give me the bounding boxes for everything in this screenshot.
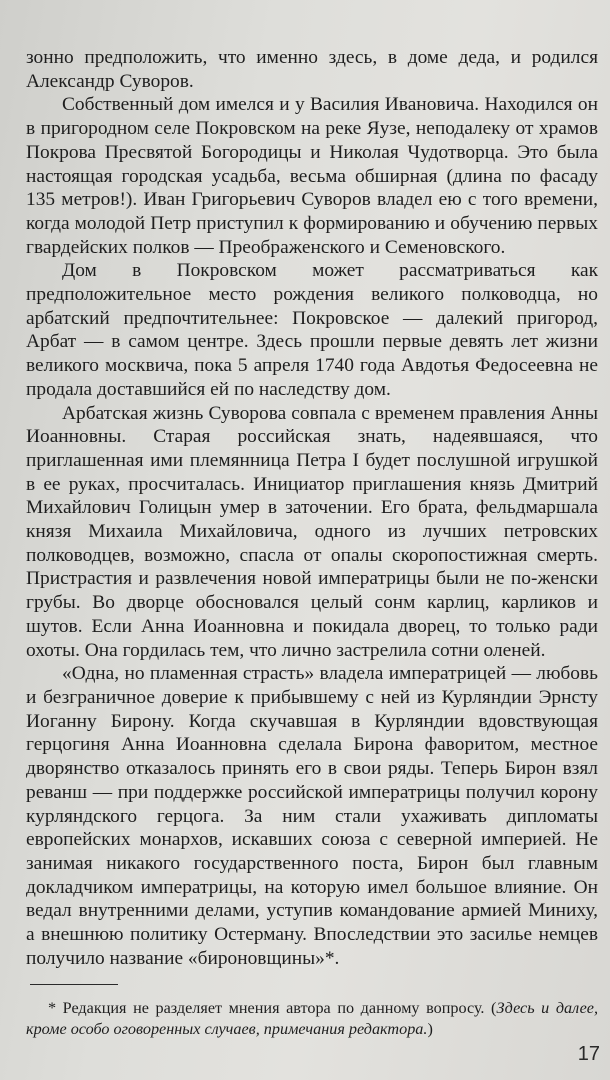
paragraph-continuation: зонно предположить, что именно здесь, в доме деда, и родился Александр Суворов. [26,47,598,92]
page-number: 17 [577,1043,600,1065]
footnote-text: Редакция не разделяет мнения автора по данному вопросу. ( [62,999,497,1017]
book-page [26,46,598,1046]
footnote [26,998,598,1040]
footnote-close: ) [427,1020,433,1038]
footnote-marker: * [48,999,63,1017]
paragraph: Дом в Покровском может рассматриваться как предположительное место рождения великого полководца, но арбатский предпочтительнее: Покровское — далекий пригород, Арбат — в самом центре. Здесь прошли первые девять лет жизни великого москвича, пока 5 апреля 1740 года Авдотья Федосеевна не продала доставшийся ей по наследству дом. [26,260,598,400]
paragraph: Арбатская жизнь Суворова совпала с временем правления Анны Иоанновны. Старая российская знать, надеявшаяся, что приглашенная ими племянница Петра I будет послушной игрушкой в ее руках, просчиталась. Инициатор приглашения князь Дмитрий Михайлович Голицын умер в заточении. Его брата, фельдмаршала князя Михаила Михайловича, одного из лучших петровских полководцев, возможно, спасла от опалы скоропостижная смерть. Пристрастия и развлечения новой императрицы были не по-женски грубы. Во дворце обосновался целый сонм карлиц, карликов и шутов. Если Анна Иоанновна и покидала дворец, то только ради охоты. Она гордилась тем, что лично застрелила сотни оленей. [26,402,598,661]
paragraph: «Одна, но пламенная страсть» владела императрицей — любовь и безграничное доверие к прибывшему с ней из Курляндии Эрнсту Иоганну Бирону. Когда скучавшая в Курляндии вдовствующая герцогиня Анна Иоанновна сделала Бирона фаворитом, местное дворянство отказалось принять его в свои ряды. Теперь Бирон взял реванш — при поддержке российской императрицы получил корону курляндского герцога. За ним стали ухаживать дипломаты европейских монархов, искавших союза с северной империей. Не занимая никакого государственного поста, Бирон был главным докладчиком императрицы, на которую имел большое влияние. Он ведал внутренними делами, уступив командование армией Миниху, а внешнюю политику Остерману. Впоследствии это засилье немцев получило название «бироновщины»*. [26,663,598,969]
main-text [26,46,598,970]
footnote-italic: Здесь и далее, кроме особо оговоренных случаев, примечания редактора. [26,999,598,1038]
footnote-divider [30,984,118,985]
paragraph: Собственный дом имелся и у Василия Ивановича. Находился он в пригородном селе Покровском на реке Яузе, неподалеку от храмов Покрова Пресвятой Богородицы и Николая Чудотворца. Это была настоящая городская усадьба, весьма обширная (длина по фасаду 135 метров!). Иван Григорьевич Суворов владел ею с того времени, когда молодой Петр приступил к формированию и обучению первых гвардейских полков — Преображенского и Семеновского. [26,94,598,258]
